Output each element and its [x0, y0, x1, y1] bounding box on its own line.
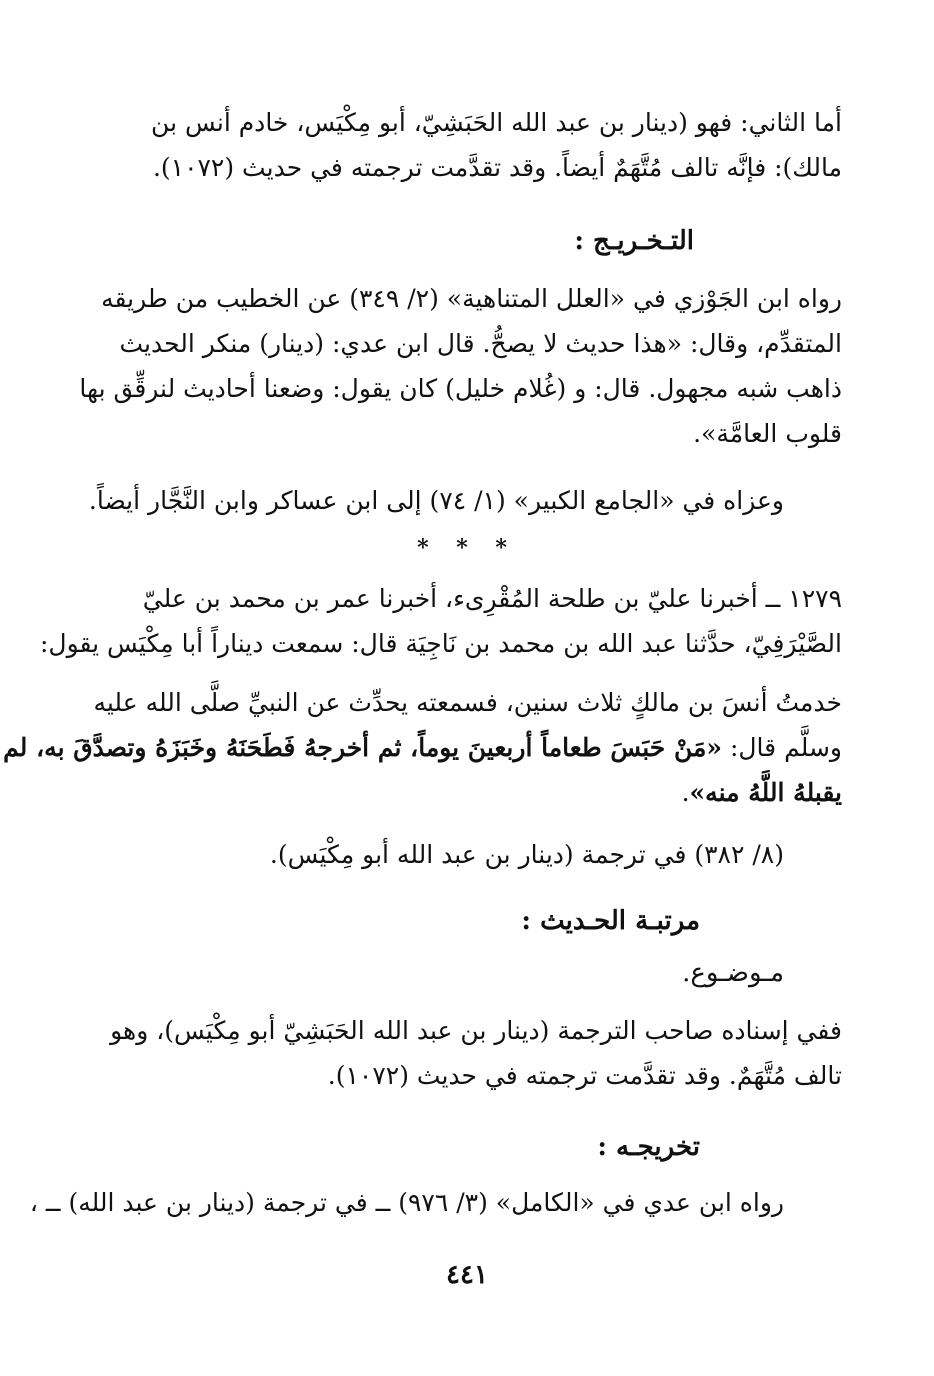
paragraph-ibn-adi: [29, 1180, 784, 1225]
text-line: ففي إسناده صاحب الترجمة (دينار بن عبد الله الحَبَشِيّ أبو مِكْيَس)، وهو: [110, 1016, 842, 1045]
text-line: مالك): فإنَّه تالف مُتَّهَمٌ أيضاً. وقد تقدَّمت ترجمته في حديث (١٠٧٢).: [152, 153, 842, 182]
section-heading-takhrijuhu: تخريجـه :: [597, 1132, 700, 1162]
hadith-grade: مـوضـوع.: [682, 958, 784, 988]
text-line: ذاهب شبه مجهول. قال: و (غُلام خليل) كان يقول: وضعنا أحاديث لنرقِّق بها: [79, 374, 842, 403]
section-heading-takhrij: التـخـريـج :: [574, 226, 694, 256]
text-fragment: وسلَّم قال:: [722, 733, 842, 762]
text-line: المتقدِّم، وقال: «هذا حديث لا يصحُّ. قال ابن عدي: (دينار) منكر الحديث: [119, 329, 842, 358]
text-line: الصَّيْرَفِيّ، حدَّثنا عبد الله بن محمد بن نَاجِيَة قال: سمعت ديناراً أبا مِكْيَس يقول:: [39, 629, 842, 658]
text-fragment: .: [681, 778, 690, 807]
text-line: (٨/ ٣٨٢) في ترجمة (دينار بن عبد الله أبو مِكْيَس).: [269, 840, 784, 869]
paragraph-intro: [92, 100, 842, 190]
text-line: ١٢٧٩ ــ أخبرنا عليّ بن طلحة المُقْرِىء، أخبرنا عمر بن محمد بن عليّ: [142, 584, 842, 613]
text-line: أما الثاني: فهو (دينار بن عبد الله الحَبَشِيّ، أبو مِكْيَس، خادم أنس بن: [151, 108, 842, 137]
text-line: تالف مُتَّهَمٌ. وقد تقدَّمت ترجمته في حديث (١٠٧٢).: [327, 1061, 842, 1090]
paragraph-grade-reason: [92, 1008, 842, 1098]
paragraph-takhrij: [79, 276, 842, 456]
text-line: رواه ابن عدي في «الكامل» (٣/ ٩٧٦) ــ في ترجمة (دينار بن عبد الله) ــ ،: [29, 1188, 784, 1217]
hadith-quote: «مَنْ حَبَسَ طعاماً أربعينَ يوماً، ثم أخرجهُ فَطَحَنَهُ وخَبَزَهُ وتصدَّقَ به، لم: [3, 733, 723, 762]
source-reference: [92, 832, 784, 877]
section-separator: * * *: [417, 535, 517, 561]
hadith-matn: [3, 680, 842, 815]
text-line: قلوب العامَّة».: [693, 419, 842, 448]
hadith-quote: يقبلهُ اللَّهُ منه»: [689, 778, 842, 807]
text-line: خدمتُ أنسَ بن مالكٍ ثلاث سنين، فسمعته يحدِّث عن النبيِّ صلَّى الله عليه: [93, 688, 842, 717]
text-line: وعزاه في «الجامع الكبير» (١/ ٧٤) إلى ابن عساكر وابن النَّجَّار أيضاً.: [88, 486, 784, 515]
paragraph-attribution: [88, 478, 784, 523]
section-heading-grade: مرتبـة الحـديث :: [521, 906, 700, 936]
hadith-isnad: [39, 576, 842, 666]
text-line: [3, 725, 842, 770]
page-number: ٤٤١: [446, 1260, 488, 1290]
text-line: [92, 770, 842, 815]
text-line: رواه ابن الجَوْزي في «العلل المتناهية» (٢/ ٣٤٩) عن الخطيب من طريقه: [101, 284, 842, 313]
